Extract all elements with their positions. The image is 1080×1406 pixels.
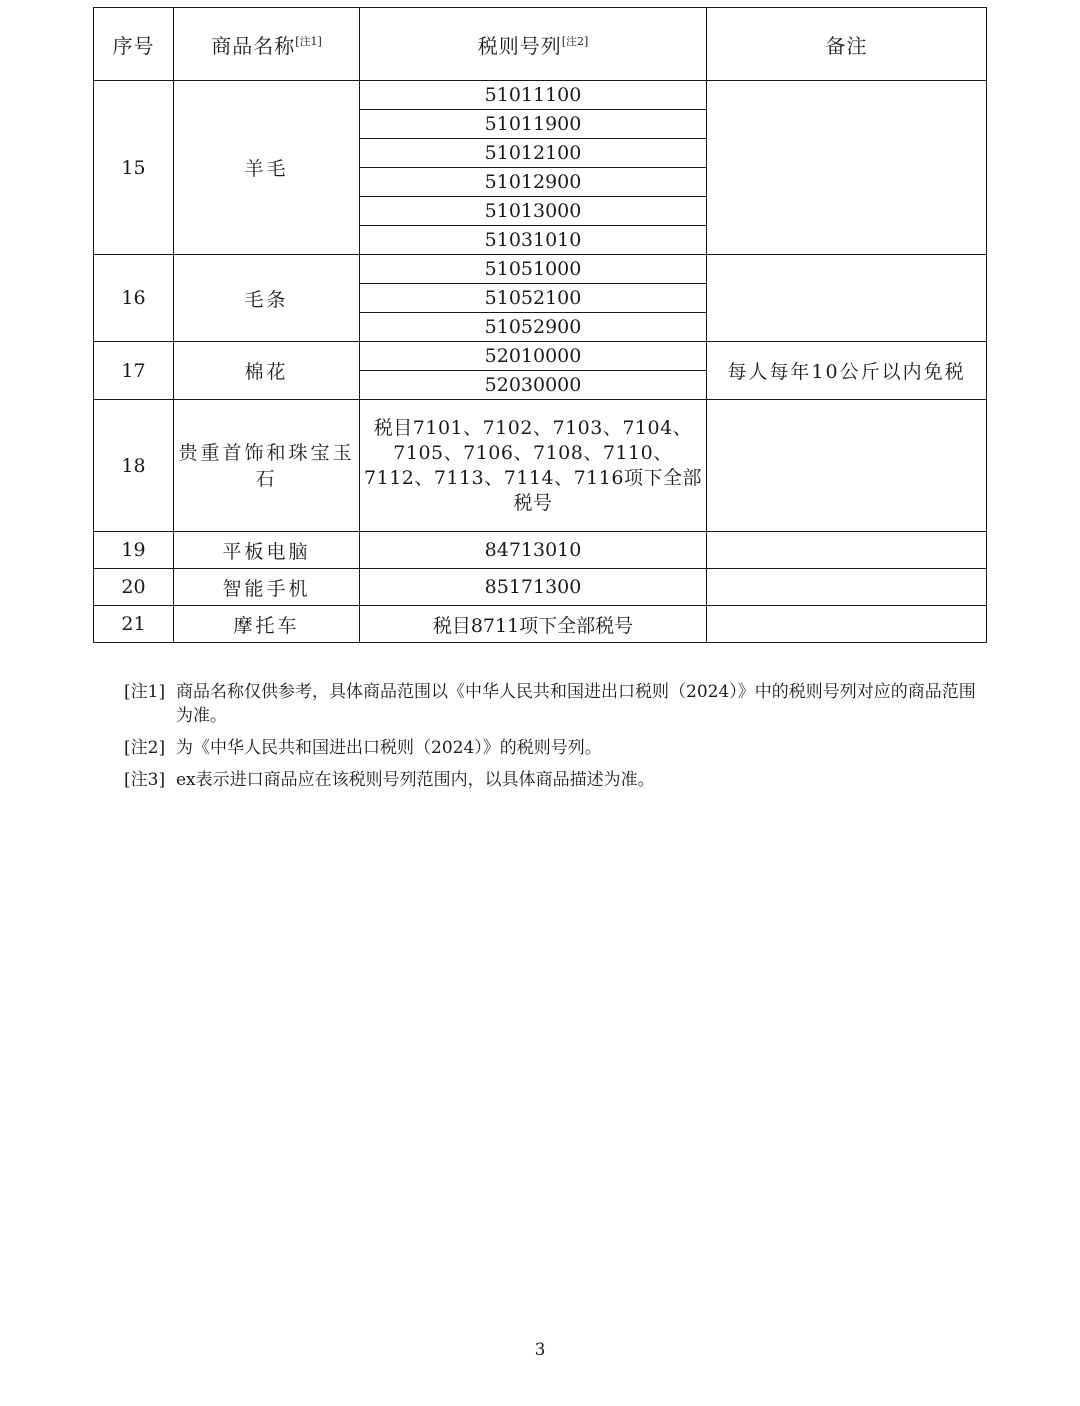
cell-remark [707, 606, 987, 643]
cell-code: 51012100 [360, 139, 707, 168]
cell-code: 51011100 [360, 81, 707, 110]
cell-code: 51052100 [360, 284, 707, 313]
header-remark: 备注 [707, 8, 987, 81]
header-code-note: [注2] [561, 34, 589, 48]
header-seq: 序号 [94, 8, 174, 81]
cell-code: 税目7101、7102、7103、7104、7105、7106、7108、7110、7112、7113、7114、7116项下全部税号 [360, 400, 707, 532]
table-header-row [94, 8, 987, 81]
footnote-1 [124, 680, 984, 728]
cell-remark [707, 255, 987, 342]
footnote-tag: [注2] [124, 738, 166, 758]
footnotes [124, 680, 984, 800]
table-row [94, 342, 987, 371]
cell-code: 52010000 [360, 342, 707, 371]
footnote-text: 商品名称仅供参考，具体商品范围以《中华人民共和国进出口税则（2024）》中的税则号列对应的商品范围为准。 [176, 682, 976, 726]
table-row [94, 255, 987, 284]
cell-name: 棉花 [174, 342, 360, 400]
cell-name: 贵重首饰和珠宝玉石 [174, 400, 360, 532]
cell-name: 平板电脑 [174, 532, 360, 569]
cell-code: 51051000 [360, 255, 707, 284]
footnote-2 [124, 736, 984, 760]
footnote-tag: [注3] [124, 770, 166, 790]
cell-remark [707, 569, 987, 606]
table-row [94, 400, 987, 532]
cell-seq: 15 [94, 81, 174, 255]
cell-seq: 17 [94, 342, 174, 400]
cell-code: 84713010 [360, 532, 707, 569]
cell-remark [707, 532, 987, 569]
table-row [94, 532, 987, 569]
cell-code: 51013000 [360, 197, 707, 226]
header-name: 商品名称[注1] [174, 8, 360, 81]
cell-name: 羊毛 [174, 81, 360, 255]
cell-seq: 19 [94, 532, 174, 569]
table-row [94, 81, 987, 110]
cell-remark [707, 81, 987, 255]
cell-code: 51052900 [360, 313, 707, 342]
tariff-table [93, 7, 987, 643]
cell-remark: 每人每年10公斤以内免税 [707, 342, 987, 400]
cell-remark [707, 400, 987, 532]
cell-name: 摩托车 [174, 606, 360, 643]
footnote-text: 为《中华人民共和国进出口税则（2024）》的税则号列。 [176, 738, 602, 758]
footnote-text: ex表示进口商品应在该税则号列范围内，以具体商品描述为准。 [176, 770, 655, 790]
table-row [94, 569, 987, 606]
cell-name: 毛条 [174, 255, 360, 342]
footnote-tag: [注1] [124, 682, 166, 702]
cell-seq: 20 [94, 569, 174, 606]
table-row [94, 606, 987, 643]
cell-code: 52030000 [360, 371, 707, 400]
cell-code: 85171300 [360, 569, 707, 606]
cell-code: 51011900 [360, 110, 707, 139]
cell-seq: 21 [94, 606, 174, 643]
cell-code: 税目8711项下全部税号 [360, 606, 707, 643]
cell-code: 51031010 [360, 226, 707, 255]
footnote-3 [124, 768, 984, 792]
cell-code: 51012900 [360, 168, 707, 197]
header-name-note: [注1] [295, 34, 322, 48]
cell-seq: 18 [94, 400, 174, 532]
header-code: 税则号列[注2] [360, 8, 707, 81]
cell-name: 智能手机 [174, 569, 360, 606]
page-number: 3 [534, 1340, 546, 1360]
cell-seq: 16 [94, 255, 174, 342]
